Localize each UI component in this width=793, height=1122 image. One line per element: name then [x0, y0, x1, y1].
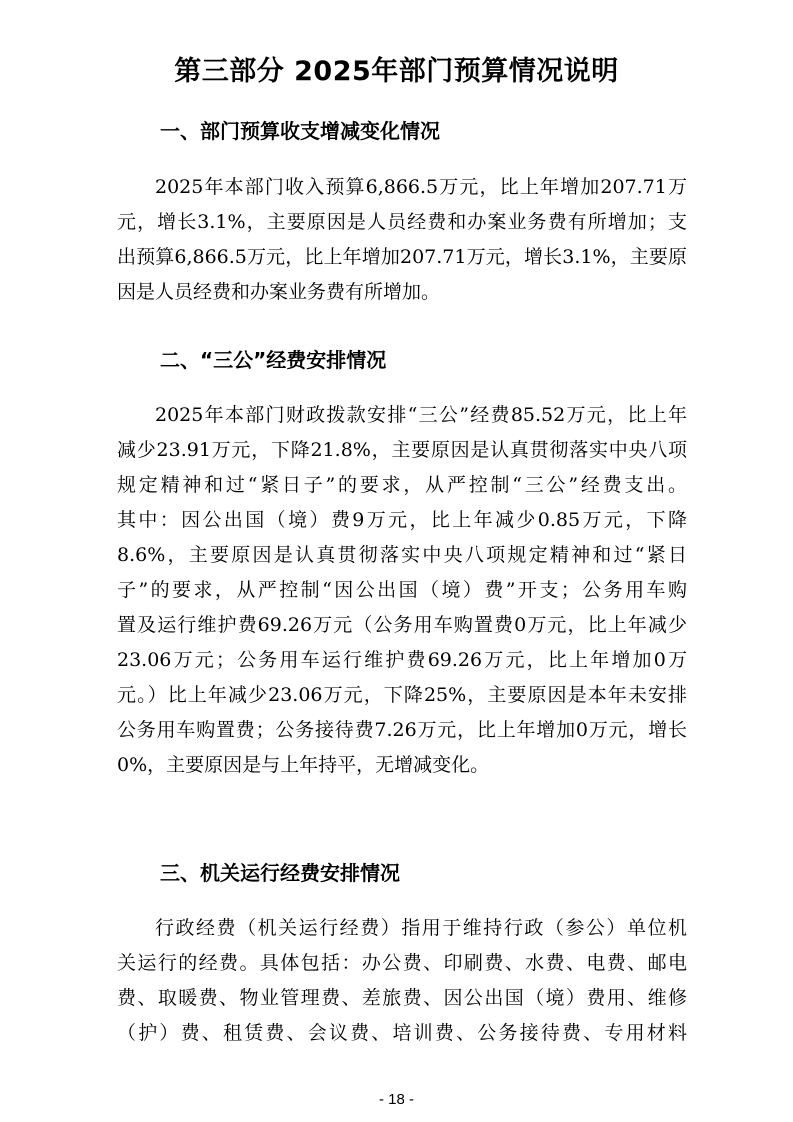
page-number: - 18 -: [378, 1091, 414, 1108]
paragraph-line: 减少23.91万元，下降21.8%，主要原因是认真贯彻落实中央八项: [117, 439, 687, 461]
paragraph-line: 其中：因公出国（境）费9万元，比上年减少0.85万元，下降: [117, 509, 687, 531]
paragraph-operating-expenses: [117, 911, 687, 1051]
paragraph-three-public-expenses: [117, 398, 687, 783]
paragraph-line: （护）费、租赁费、会议费、培训费、公务接待费、专用材料: [117, 1022, 687, 1044]
section-heading-budget-changes: 一、部门预算收支增减变化情况: [160, 119, 440, 143]
paragraph-line: 出预算6,866.5万元，比上年增加207.71万元，增长3.1%，主要原: [117, 246, 687, 268]
paragraph-line: 2025年本部门收入预算6,866.5万元，比上年增加207.71万: [155, 176, 687, 198]
paragraph-line: 23.06万元；公务用车运行维护费69.26万元，比上年增加0万: [117, 649, 687, 671]
paragraph-line: 关运行的经费。具体包括：办公费、印刷费、水费、电费、邮电: [117, 952, 687, 974]
paragraph-line: 8.6%，主要原因是认真贯彻落实中央八项规定精神和过“紧日: [117, 544, 687, 566]
section-heading-operating-expenses: 三、机关运行经费安排情况: [160, 861, 400, 885]
paragraph-line: 子”的要求，从严控制“因公出国（境）费”开支；公务用车购: [117, 579, 687, 601]
paragraph-line: 元。）比上年减少23.06万元，下降25%，主要原因是本年未安排: [117, 684, 687, 706]
paragraph-line: 0%，主要原因是与上年持平，无增减变化。: [117, 754, 490, 776]
paragraph-line: 规定精神和过“紧日子”的要求，从严控制“三公”经费支出。: [117, 474, 687, 496]
paragraph-line: 因是人员经费和办案业务费有所增加。: [117, 281, 441, 303]
paragraph-line: 费、取暖费、物业管理费、差旅费、因公出国（境）费用、维修: [117, 987, 687, 1009]
paragraph-line: 2025年本部门财政拨款安排“三公”经费85.52万元，比上年: [155, 404, 687, 426]
paragraph-budget-changes: [117, 170, 687, 310]
paragraph-line: 公务用车购置费；公务接待费7.26万元，比上年增加0万元，增长: [117, 719, 687, 741]
page-title: 第三部分 2025年部门预算情况说明: [174, 56, 619, 87]
section-heading-three-public-expenses: 二、“三公”经费安排情况: [160, 348, 387, 372]
paragraph-line: 行政经费（机关运行经费）指用于维持行政（参公）单位机: [155, 917, 687, 939]
paragraph-line: 置及运行维护费69.26万元（公务用车购置费0万元，比上年减少: [117, 614, 687, 636]
paragraph-line: 元，增长3.1%，主要原因是人员经费和办案业务费有所增加；支: [117, 211, 687, 233]
